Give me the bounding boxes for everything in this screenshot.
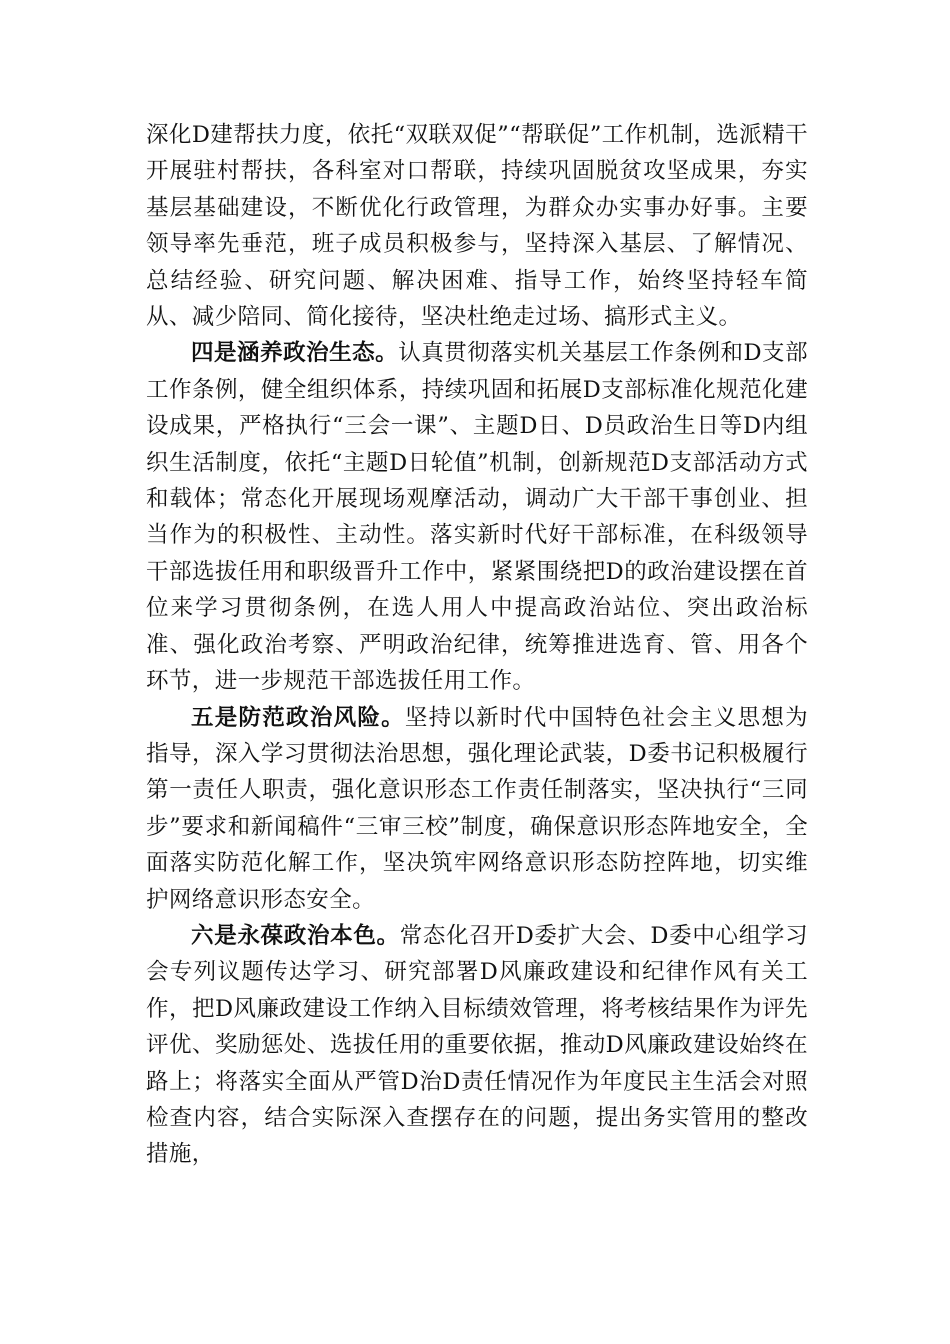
section-heading: 五是防范政治风险。 xyxy=(191,704,405,731)
paragraph-text: 常态化召开D委扩大会、D委中心组学习会专列议题传达学习、研究部署D风廉政建设和纪律作风有关工作，把D风廉政建设工作纳入目标绩效管理，将考核结果作为评先评优、奖励惩处、选拔任用的重要依据，推动D风廉政建设始终在路上；将落实全面从严管D治D责任情况作为年度民主生活会对照检查内容，结合实际深入查摆存在的问题，提出务实管用的整改措施， xyxy=(146,922,809,1168)
paragraph-continuation xyxy=(146,117,808,335)
paragraph-text: 认真贯彻落实机关基层工作条例和D支部工作条例，健全组织体系，持续巩固和拓展D支部标准化规范化建设成果，严格执行“三会一课”、主题D日、D员政治生日等D内组织生活制度，依托“主题D日轮值”机制，创新规范D支部活动方式和载体；常态化开展现场观摩活动，调动广大干部干事创业、担当作为的积极性、主动性。落实新时代好干部标准，在科级领导干部选拔任用和职级晋升工作中，紧紧围绕把D的政治建设摆在首位来学习贯彻条例，在选人用人中提高政治站位、突出政治标准、强化政治考察、严明政治纪律，统筹推进选育、管、用各个环节，进一步规范干部选拔任用工作。 xyxy=(146,340,808,695)
paragraph-text: 深化D建帮扶力度，依托“双联双促”“帮联促”工作机制，选派精干开展驻村帮扶，各科室对口帮联，持续巩固脱贫攻坚成果，夯实基层基础建设，不断优化行政管理，为群众办实事办好事。主要领导率先垂范，班子成员积极参与，坚持深入基层、了解情况、总结经验、研究问题、解决困难、指导工作，始终坚持轻车简从、减少陪同、简化接待，坚决杜绝走过场、搞形式主义。 xyxy=(146,122,808,331)
section-heading: 六是永葆政治本色。 xyxy=(191,922,400,949)
section-heading: 四是涵养政治生态。 xyxy=(191,340,399,367)
document-body xyxy=(146,117,808,1173)
paragraph-text: 坚持以新时代中国特色社会主义思想为指导，深入学习贯彻法治思想，强化理论武装，D委书记积极履行第一责任人职责，强化意识形态工作责任制落实，坚决执行“三同步”要求和新闻稿件“三审三校”制度，确保意识形态阵地安全，全面落实防范化解工作，坚决筑牢网络意识形态防控阵地，切实维护网络意识形态安全。 xyxy=(146,704,809,913)
paragraph-section-four xyxy=(146,335,808,699)
paragraph-section-five xyxy=(146,700,808,918)
paragraph-section-six xyxy=(146,918,808,1173)
